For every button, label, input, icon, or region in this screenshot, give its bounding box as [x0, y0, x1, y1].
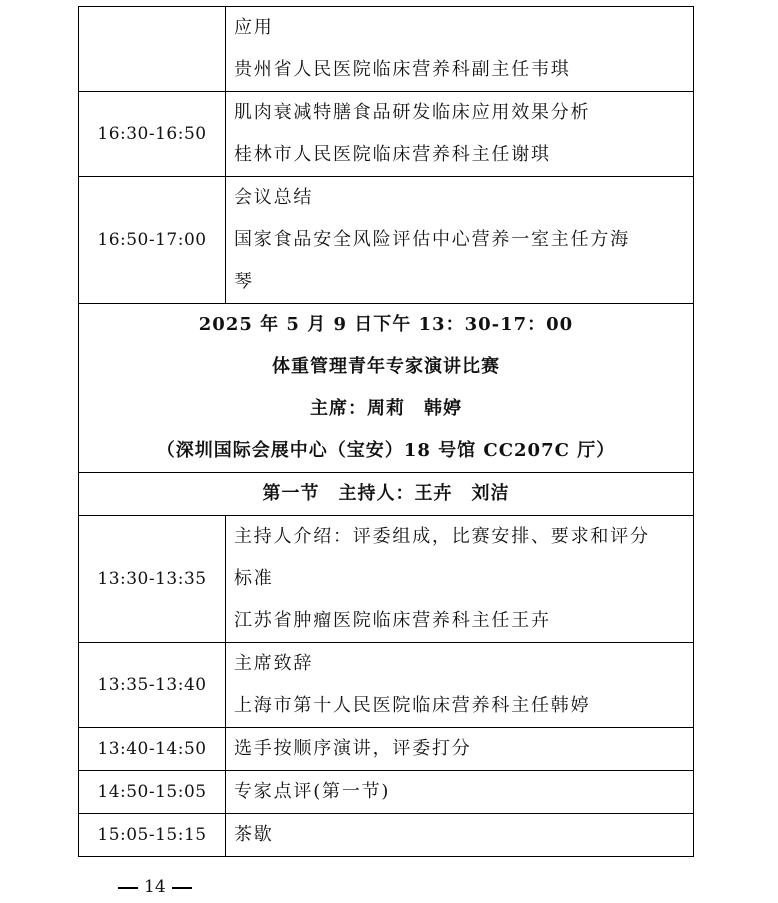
page-footer: [112, 877, 198, 897]
content-line: 茶歇: [234, 824, 274, 845]
content-cell: [226, 92, 694, 177]
content-line: 主席致辞: [234, 653, 314, 674]
content-line: 肌肉衰减特膳食品研发临床应用效果分析: [234, 102, 591, 123]
content-cell: [226, 7, 694, 92]
table-row: [79, 814, 694, 857]
session-header-row: [79, 304, 694, 473]
content-line: 主持人介绍：评委组成，比赛安排、要求和评分: [234, 526, 650, 547]
table-row: [79, 92, 694, 177]
schedule-table: [78, 6, 694, 857]
time-cell: 14:50-15:05: [79, 771, 226, 814]
time-cell: 16:30-16:50: [79, 92, 226, 177]
content-line: 应用: [234, 17, 274, 38]
section-header-cell: [79, 473, 694, 516]
time-cell: [79, 7, 226, 92]
content-cell: [226, 771, 694, 814]
content-line: 国家食品安全风险评估中心营养一室主任方海: [234, 229, 630, 250]
content-line: 贵州省人民医院临床营养科副主任韦琪: [234, 59, 571, 80]
time-cell: 16:50-17:00: [79, 177, 226, 304]
content-line: 专家点评(第一节): [234, 781, 391, 802]
session-header-cell: [79, 304, 694, 473]
content-line: 江苏省肿瘤医院临床营养科主任王卉: [234, 610, 551, 631]
content-cell: [226, 177, 694, 304]
session-title: 体重管理青年专家演讲比赛: [272, 356, 500, 377]
time-cell: 15:05-15:15: [79, 814, 226, 857]
content-line: 琴: [234, 271, 254, 292]
table-row: [79, 728, 694, 771]
footer-dash-left: [118, 887, 138, 889]
footer-dash-right: [172, 887, 192, 889]
table-row: [79, 516, 694, 643]
content-cell: [226, 814, 694, 857]
time-cell: 13:35-13:40: [79, 643, 226, 728]
content-line: 会议总结: [234, 187, 314, 208]
content-line: 标准: [234, 568, 274, 589]
table-row: [79, 771, 694, 814]
content-cell: [226, 728, 694, 771]
time-cell: 13:40-14:50: [79, 728, 226, 771]
table-row: [79, 7, 694, 92]
session-date: 2025 年 5 月 9 日下午 13：30-17：00: [198, 314, 574, 335]
table-row: [79, 177, 694, 304]
content-line: 选手按顺序演讲，评委打分: [234, 738, 472, 759]
content-cell: [226, 643, 694, 728]
section-header-row: [79, 473, 694, 516]
content-cell: [226, 516, 694, 643]
section-header: 第一节 主持人：王卉 刘洁: [262, 483, 510, 504]
table-row: [79, 643, 694, 728]
page-number: 14: [144, 877, 166, 897]
session-venue: （深圳国际会展中心（宝安）18 号馆 CC207C 厅）: [156, 440, 616, 461]
content-line: 桂林市人民医院临床营养科主任谢琪: [234, 144, 551, 165]
session-chairs: 主席：周莉 韩婷: [310, 398, 462, 419]
content-line: 上海市第十人民医院临床营养科主任韩婷: [234, 695, 591, 716]
time-cell: 13:30-13:35: [79, 516, 226, 643]
